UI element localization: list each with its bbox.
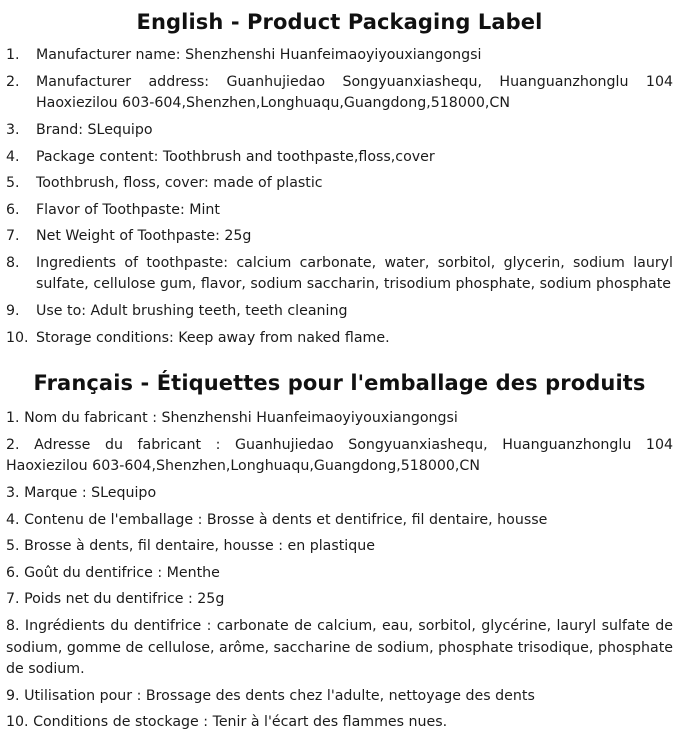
list-item: [6, 328, 673, 350]
list-item-text: Manufacturer address: Guanhujiedao Songyuanxiashequ, Huanguanzhonglu 104 Haoxiezilou 603-604,Shenzhen,Longhuaqu,Guangdong,518000,CN: [36, 73, 673, 112]
list-item-number: 5.: [6, 538, 20, 555]
list-item-number: 4.: [6, 511, 20, 528]
list-item: [6, 712, 673, 734]
section-english: [6, 10, 673, 349]
list-item-text: Marque : SLequipo: [24, 485, 157, 502]
list-item-number: 3.: [6, 485, 20, 502]
list-item: [6, 173, 673, 195]
list-item-number: 8.: [6, 617, 20, 634]
list-item-number: 7.: [6, 228, 20, 245]
list-item-text: Brosse à dents, fil dentaire, housse : en plastique: [24, 538, 375, 555]
section-title-francais: Français - Étiquettes pour l'emballage des produits: [33, 371, 646, 396]
list-item-text: Ingrédients du dentifrice : carbonate de calcium, eau, sorbitol, glycérine, lauryl sulfate de sodium, gomme de cellulose, arôme, saccharine de sodium, phosphate trisodique, phosphate de sodium.: [6, 617, 674, 678]
section-title-english: English - Product Packaging Label: [136, 10, 543, 34]
list-item-number: 10.: [6, 329, 29, 346]
list-item-number: 3.: [6, 121, 20, 138]
list-item: [6, 72, 673, 115]
list-item-text: Package content: Toothbrush and toothpaste,floss,cover: [36, 148, 435, 165]
list-item: [6, 226, 673, 248]
list-item-number: 2.: [6, 73, 20, 90]
list-item-text: Flavor of Toothpaste: Mint: [36, 201, 220, 218]
list-item-text: Manufacturer name: Shenzhenshi Huanfeimaoyiyouxiangongsi: [36, 47, 482, 64]
list-item-number: 9.: [6, 687, 20, 704]
list-item: [6, 483, 673, 505]
list-item-text: Net Weight of Toothpaste: 25g: [36, 228, 252, 245]
list-item-text: Use to: Adult brushing teeth, teeth cleaning: [36, 302, 348, 319]
list-item-number: 4.: [6, 148, 20, 165]
list-item-number: 7.: [6, 591, 20, 608]
list-item-number: 1.: [6, 47, 20, 64]
list-item: [6, 686, 673, 708]
list-item-number: 2.: [6, 436, 20, 453]
list-item-text: Utilisation pour : Brossage des dents chez l'adulte, nettoyage des dents: [24, 687, 535, 704]
list-item-number: 6.: [6, 564, 20, 581]
list-item-text: Storage conditions: Keep away from naked flame.: [36, 329, 390, 346]
list-item-text: Nom du fabricant : Shenzhenshi Huanfeimaoyiyouxiangongsi: [24, 410, 458, 427]
list-item-number: 5.: [6, 175, 20, 192]
list-item: [6, 589, 673, 611]
list-item: [6, 147, 673, 169]
list-item: [6, 563, 673, 585]
list-item: [6, 536, 673, 558]
list-item: [6, 408, 673, 430]
list-item-number: 6.: [6, 201, 20, 218]
list-item: [6, 435, 673, 478]
list-item-text: Conditions de stockage : Tenir à l'écart des flammes nues.: [33, 714, 448, 731]
list-item: [6, 45, 673, 67]
list-item-number: 8.: [6, 254, 20, 271]
list-item: [6, 120, 673, 142]
list-item-number: 9.: [6, 302, 20, 319]
section-francais: [6, 371, 673, 734]
list-item-text: Contenu de l'emballage : Brosse à dents et dentifrice, fil dentaire, housse: [24, 511, 548, 528]
list-item-text: Adresse du fabricant : Guanhujiedao Songyuanxiashequ, Huanguanzhonglu 104 Haoxiezilou 603-604,Shenzhen,Longhuaqu,Guangdong,518000,CN: [6, 436, 673, 475]
list-item-number: 10.: [6, 714, 29, 731]
list-item: [6, 253, 673, 296]
list-item: [6, 200, 673, 222]
list-item: [6, 510, 673, 532]
list-item-text: Poids net du dentifrice : 25g: [24, 591, 225, 608]
list-item: [6, 616, 673, 681]
list-item: [6, 301, 673, 323]
list-item-text: Toothbrush, floss, cover: made of plastic: [36, 175, 323, 192]
item-list-english: [6, 45, 673, 349]
list-item-text: Ingredients of toothpaste: calcium carbonate, water, sorbitol, glycerin, sodium lauryl sulfate, cellulose gum, flavor, sodium saccharin, trisodium phosphate, sodium phosphate: [36, 254, 673, 293]
list-item-text: Brand: SLequipo: [36, 121, 153, 138]
list-item-text: Goût du dentifrice : Menthe: [24, 564, 220, 581]
list-item-number: 1.: [6, 410, 20, 427]
item-list-francais: [6, 408, 673, 734]
